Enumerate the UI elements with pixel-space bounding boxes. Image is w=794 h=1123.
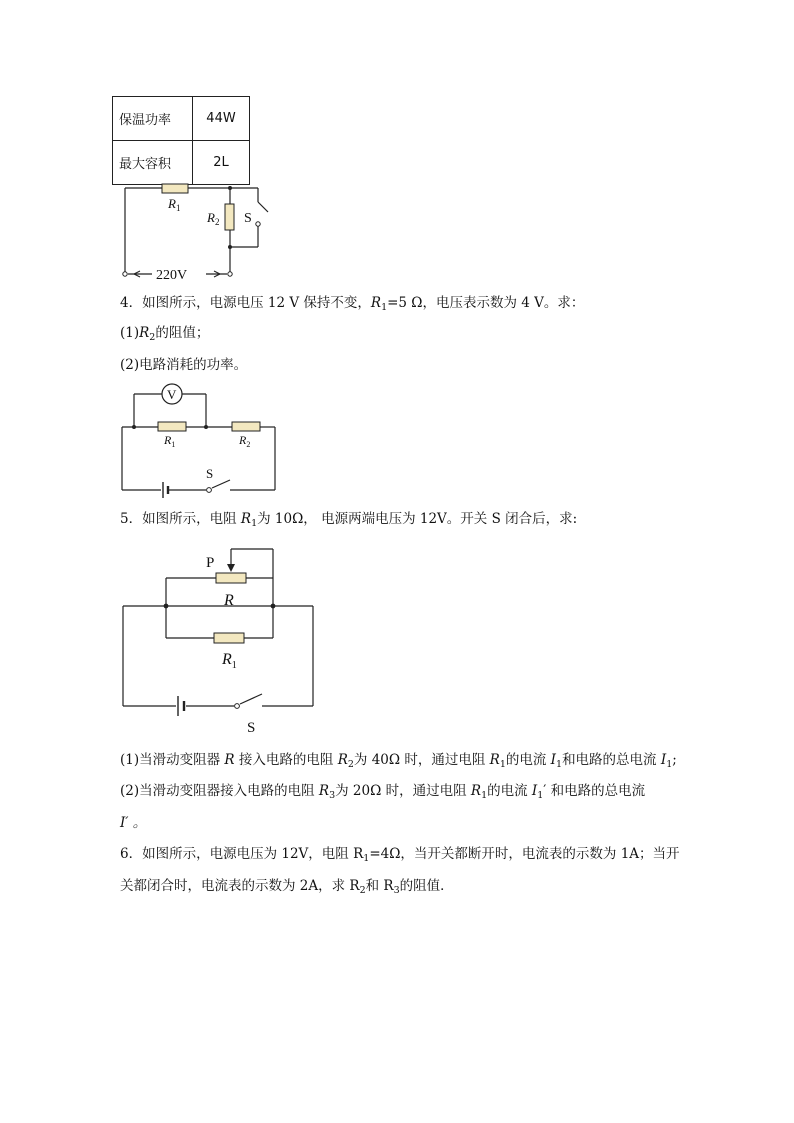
- q5-part2-cont: I′ 。: [120, 815, 147, 831]
- spec-value: 2L: [193, 141, 250, 185]
- label-r1: $R_1$: [164, 433, 176, 449]
- label-r2: $R_2$: [239, 433, 251, 449]
- resistor-r1: [214, 633, 244, 643]
- q4-part1: $(1)R_2$的阻值；: [120, 325, 210, 343]
- table-row: [113, 97, 250, 141]
- resistor-r1: [158, 422, 186, 431]
- resistor-r1: [162, 184, 188, 193]
- rheostat-r: [216, 573, 246, 583]
- q5-part1: (1)当滑动变阻器 R 接入电路的电阻 $R_2$为 40Ω 时，通过电阻 $R_1$的电流 $I_1$和电路的总电流 $I_1$;: [120, 752, 677, 770]
- label-switch: S: [247, 720, 256, 736]
- switch-contact: [256, 222, 260, 226]
- label-voltage: 220V: [156, 268, 188, 283]
- label-voltmeter: V: [167, 387, 177, 402]
- terminal: [228, 272, 232, 276]
- label-r2: $R_2$: [207, 210, 220, 227]
- q6-line1: 6．如图所示，电源电压为 12V，电阻 $R_1=4\Omega$，当开关都断开时，电流表的示数为 1A；当开: [120, 846, 680, 864]
- junction-dot: [132, 425, 136, 429]
- label-rheostat: R: [224, 592, 234, 609]
- label-slider: P: [206, 555, 215, 571]
- junction-dot: [164, 604, 169, 609]
- circuit-diagram-1: [110, 180, 250, 284]
- label-switch: S: [244, 211, 252, 226]
- q6-line2: 关都闭合时，电流表的示数为 2A，求 $R_2$和 $R_3$的阻值．: [120, 878, 454, 896]
- junction-dot: [271, 604, 276, 609]
- spec-value: 44W: [193, 97, 250, 141]
- circuit-diagram-2: [118, 380, 283, 498]
- label-r1: $R_1$: [222, 651, 237, 671]
- switch-contact: [207, 488, 212, 493]
- junction-dot: [228, 245, 232, 249]
- spec-label: 保温功率: [113, 97, 193, 141]
- resistor-r2: [225, 204, 234, 230]
- table-row: [113, 141, 250, 185]
- q4-part2: (2)电路消耗的功率。: [120, 357, 248, 373]
- label-switch: S: [206, 466, 214, 481]
- label-r1: $R_1$: [168, 196, 181, 213]
- spec-label: 最大容积: [113, 141, 193, 185]
- junction-dot: [204, 425, 208, 429]
- switch-contact: [235, 704, 240, 709]
- spec-table: [112, 96, 250, 185]
- q5-stem: 5．如图所示，电阻 $R_1$为 10Ω， 电源两端电压为 12V。开关 S 闭合后，求:: [120, 511, 578, 529]
- circuit-diagram-3: [116, 545, 321, 735]
- terminal: [123, 272, 127, 276]
- slider-arrow-icon: [227, 564, 235, 572]
- junction-dot: [228, 186, 232, 190]
- q4-stem: 4．如图所示，电源电压 12 V 保持不变，$R_1=5$ Ω，电压表示数为 4 V。求：: [120, 295, 585, 313]
- resistor-r2: [232, 422, 260, 431]
- q5-part2: (2)当滑动变阻器接入电路的电阻 $R_3$为 20Ω 时，通过电阻 $R_1$的电流 $I_1'$ 和电路的总电流: [120, 783, 646, 801]
